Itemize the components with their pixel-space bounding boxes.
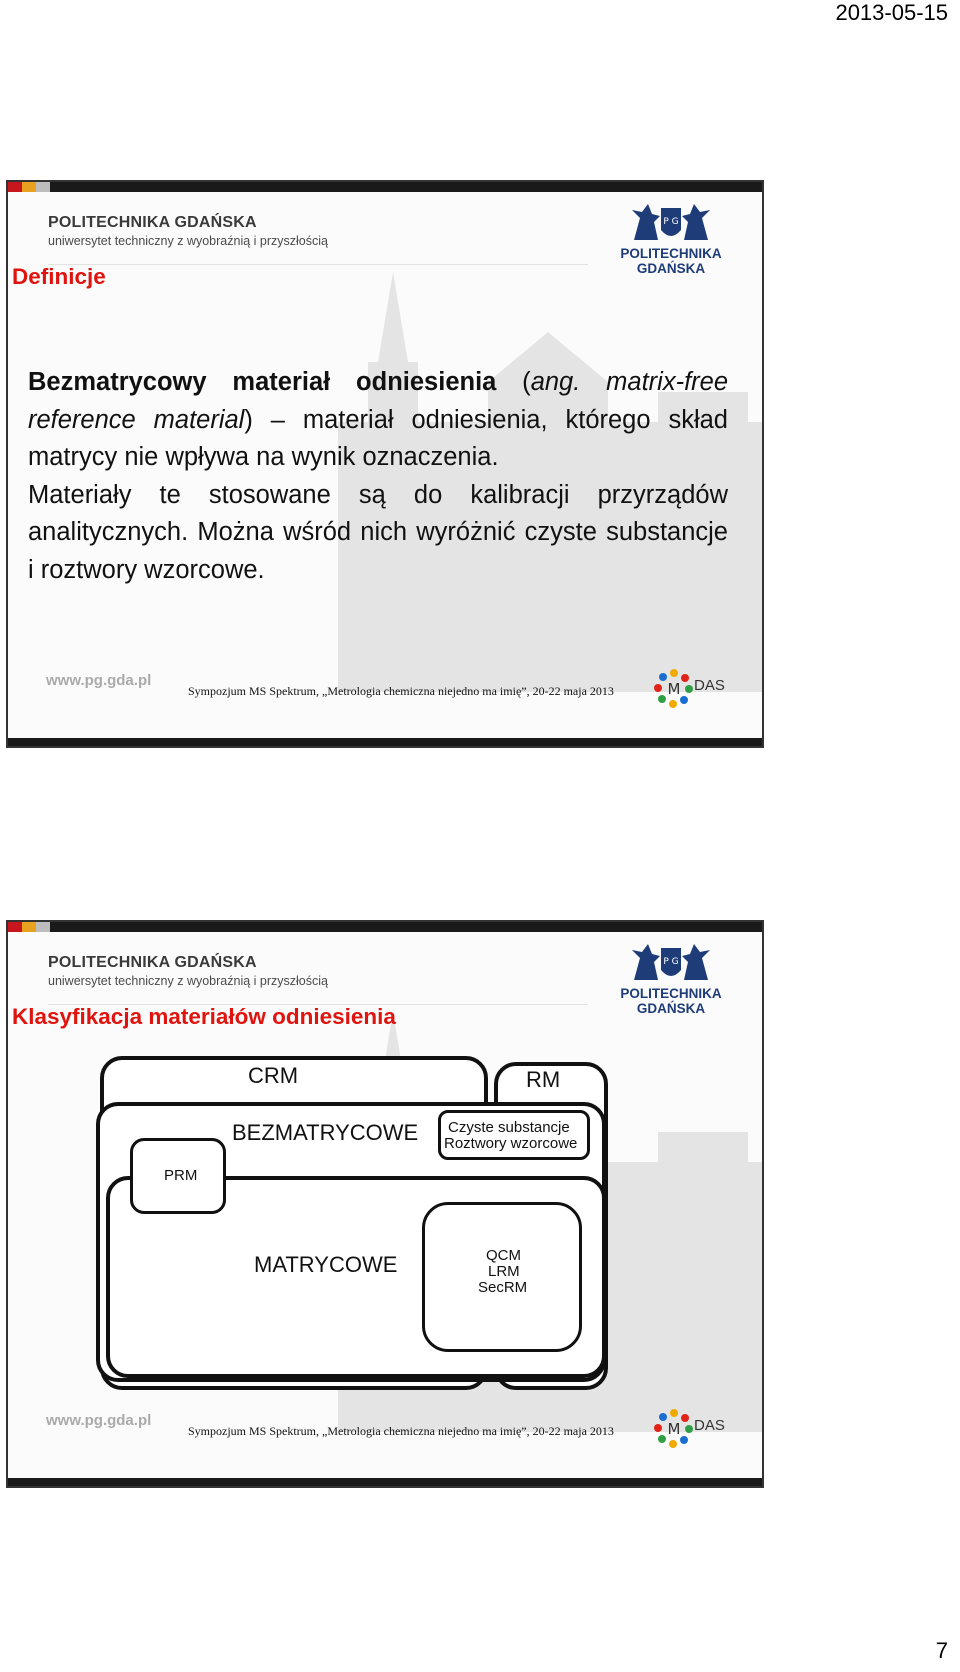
modas-logo (652, 1404, 764, 1454)
university-motto: uniwersytet techniczny z wyobraźnią i przyszłością (48, 974, 328, 988)
bezmatrycowe-label: BEZMATRYCOWE (232, 1120, 419, 1145)
header-divider (48, 264, 588, 265)
logo-line1: POLITECHNIKA (620, 246, 722, 261)
pg-logo (586, 940, 756, 1030)
top-strip (8, 182, 762, 192)
svg-text:M: M (667, 680, 681, 698)
lrm-label: LRM (488, 1263, 520, 1280)
slide-title: Definicje (12, 264, 106, 289)
bottom-strip (8, 1478, 762, 1486)
university-name: POLITECHNIKA GDAŃSKA (48, 214, 257, 231)
pg-crest-icon (626, 200, 716, 246)
footer-text: Sympozjum MS Spektrum, „Metrologia chemiczna niejedno ma imię”, 20-22 maja 2013 (188, 684, 614, 698)
modas-dots-icon (654, 668, 694, 708)
definition-text (28, 364, 728, 589)
definition-paragraph: Bezmatrycowy materiał odniesienia (ang. matrix-free reference material) – materiał odniesienia, którego skład matrycy nie wpływa na wynik oznaczenia. (28, 368, 729, 471)
term: Bezmatrycowy materiał odniesienia (28, 368, 497, 396)
qcm-label: QCM (486, 1247, 521, 1264)
slide-klasyfikacja (6, 920, 764, 1488)
usage-paragraph: Materiały te stosowane są do kalibracji przyrządów analitycznych. Można wśród nich wyróżnić czyste substancje i roztwory wzorcowe. (28, 480, 728, 584)
modas-dots-icon (654, 1408, 694, 1448)
bottom-strip (8, 738, 762, 746)
matrycowe-label: MATRYCOWE (254, 1252, 398, 1277)
slide-title: Klasyfikacja materiałów odniesienia (12, 1004, 396, 1029)
logo-line2: GDAŃSKA (636, 261, 706, 276)
czyste-substancje-label: Czyste substancje (448, 1119, 570, 1136)
logo-line2: GDAŃSKA (636, 1001, 706, 1016)
footer-url: www.pg.gda.pl (46, 1412, 152, 1429)
roztwory-wzorcowe-label: Roztwory wzorcowe (444, 1135, 578, 1152)
slide-definicje (6, 180, 764, 748)
pg-crest-icon (626, 940, 716, 986)
university-motto: uniwersytet techniczny z wyobraźnią i przyszłością (48, 234, 328, 248)
term-english: ang. matrix-free reference material (28, 368, 729, 434)
top-strip (8, 922, 762, 932)
logo-line1: POLITECHNIKA (620, 986, 722, 1001)
page-date: 2013-05-15 (835, 0, 948, 25)
svg-text:M: M (667, 1420, 681, 1438)
crm-label: CRM (248, 1063, 299, 1088)
university-name: POLITECHNIKA GDAŃSKA (48, 954, 257, 971)
modas-label: DAS (694, 1417, 725, 1434)
prm-label: PRM (164, 1167, 198, 1184)
page-number: 7 (935, 1638, 948, 1663)
modas-logo (652, 664, 764, 714)
pg-logo (586, 200, 756, 290)
svg-text:P G: P G (663, 217, 679, 227)
modas-label: DAS (694, 677, 725, 694)
secrm-label: SecRM (478, 1279, 528, 1296)
footer-text: Sympozjum MS Spektrum, „Metrologia chemiczna niejedno ma imię”, 20-22 maja 2013 (188, 1424, 614, 1438)
footer-url: www.pg.gda.pl (46, 672, 152, 689)
rm-label: RM (526, 1067, 561, 1092)
svg-text:P G: P G (663, 957, 679, 967)
